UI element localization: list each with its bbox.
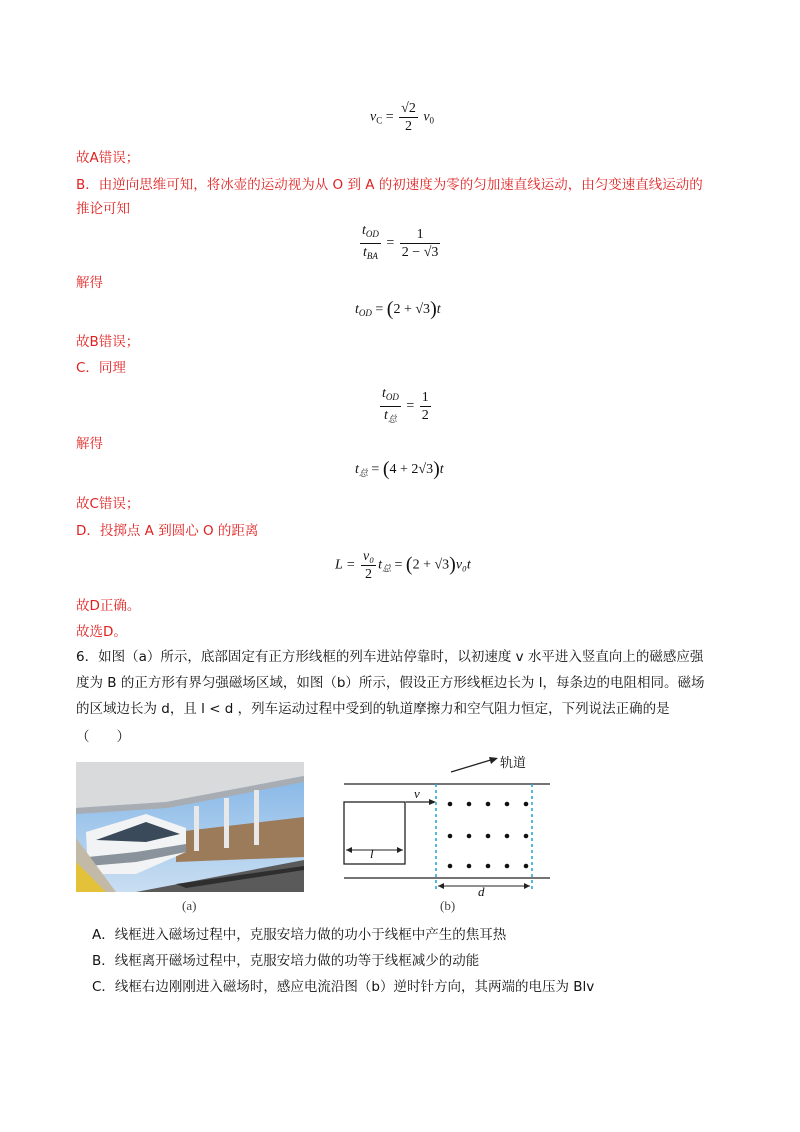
label-d: d xyxy=(478,884,485,899)
caption-a: (a) xyxy=(182,898,197,913)
text-a-wrong: 故A错误； xyxy=(76,150,140,166)
equation-ratio-total: $\frac{t_{OD}}{t_总}$ = $\frac{1}{2}$ xyxy=(382,386,429,424)
equation-distance: L = $\frac{\text{v₀}}{2}$ $t_总 = (2 + √3)v_0t$ xyxy=(335,549,471,582)
equation-tod: $t_{OD} = (2 + √3)t$ xyxy=(355,298,441,320)
text-b-wrong: 故B错误； xyxy=(76,334,140,350)
answer-line: 故选D。 xyxy=(76,624,127,640)
label-track: 轨道 xyxy=(500,755,527,770)
train-photo xyxy=(76,762,304,892)
q6-line4: （ ） xyxy=(76,729,130,745)
equation-ratio-oda: $\frac{t_{OD}}{t_{BA}}$ = $\frac{1}{2 - √3}$ xyxy=(362,223,439,261)
text-b-line1: B．由逆向思维可知，将冰壶的运动视为从 O 到 A 的初速度为零的匀加速直线运动，由匀变速直线运动的 xyxy=(76,177,703,193)
text-c: C．同理 xyxy=(76,360,126,376)
text-d-right: 故D正确。 xyxy=(76,598,141,614)
equation-vc: $v_C$ = $\frac{√2}{2}$ $v_0$ xyxy=(370,101,435,134)
text-c-wrong: 故C错误； xyxy=(76,496,140,512)
option-b: B．线框离开磁场过程中，克服安培力做的功等于线框减少的动能 xyxy=(92,953,480,969)
equation-ttotal: $t_总 = (4 + 2√3)t$ xyxy=(355,458,444,480)
text-d: D．投掷点 A 到圆心 O 的距离 xyxy=(76,523,259,539)
label-v: v xyxy=(414,786,420,801)
label-l: l xyxy=(370,846,374,861)
solve-label-1: 解得 xyxy=(76,275,103,291)
q6-line3: 的区域边长为 d，且 l < d ，列车运动过程中受到的轨道摩擦力和空气阻力恒定，下列说法正确的是 xyxy=(76,701,670,717)
q6-line1: 6．如图（a）所示，底部固定有正方形线框的列车进站停靠时，以初速度 v 水平进入竖直向上的磁感应强 xyxy=(76,649,704,665)
magnetic-field-diagram xyxy=(336,752,566,906)
caption-b: (b) xyxy=(440,898,456,913)
option-c: C．线框右边刚刚进入磁场时，感应电流沿图（b）逆时针方向，其两端的电压为 Blv xyxy=(92,979,595,995)
q6-line2: 度为 B 的正方形有界匀强磁场区域，如图（b）所示，假设正方形线框边长为 l，每条边的电阻相同。磁场 xyxy=(76,675,705,691)
text-b-line2: 推论可知 xyxy=(76,201,130,217)
option-a: A．线框进入磁场过程中，克服安培力做的功小于线框中产生的焦耳热 xyxy=(92,927,507,943)
solve-label-2: 解得 xyxy=(76,436,103,452)
